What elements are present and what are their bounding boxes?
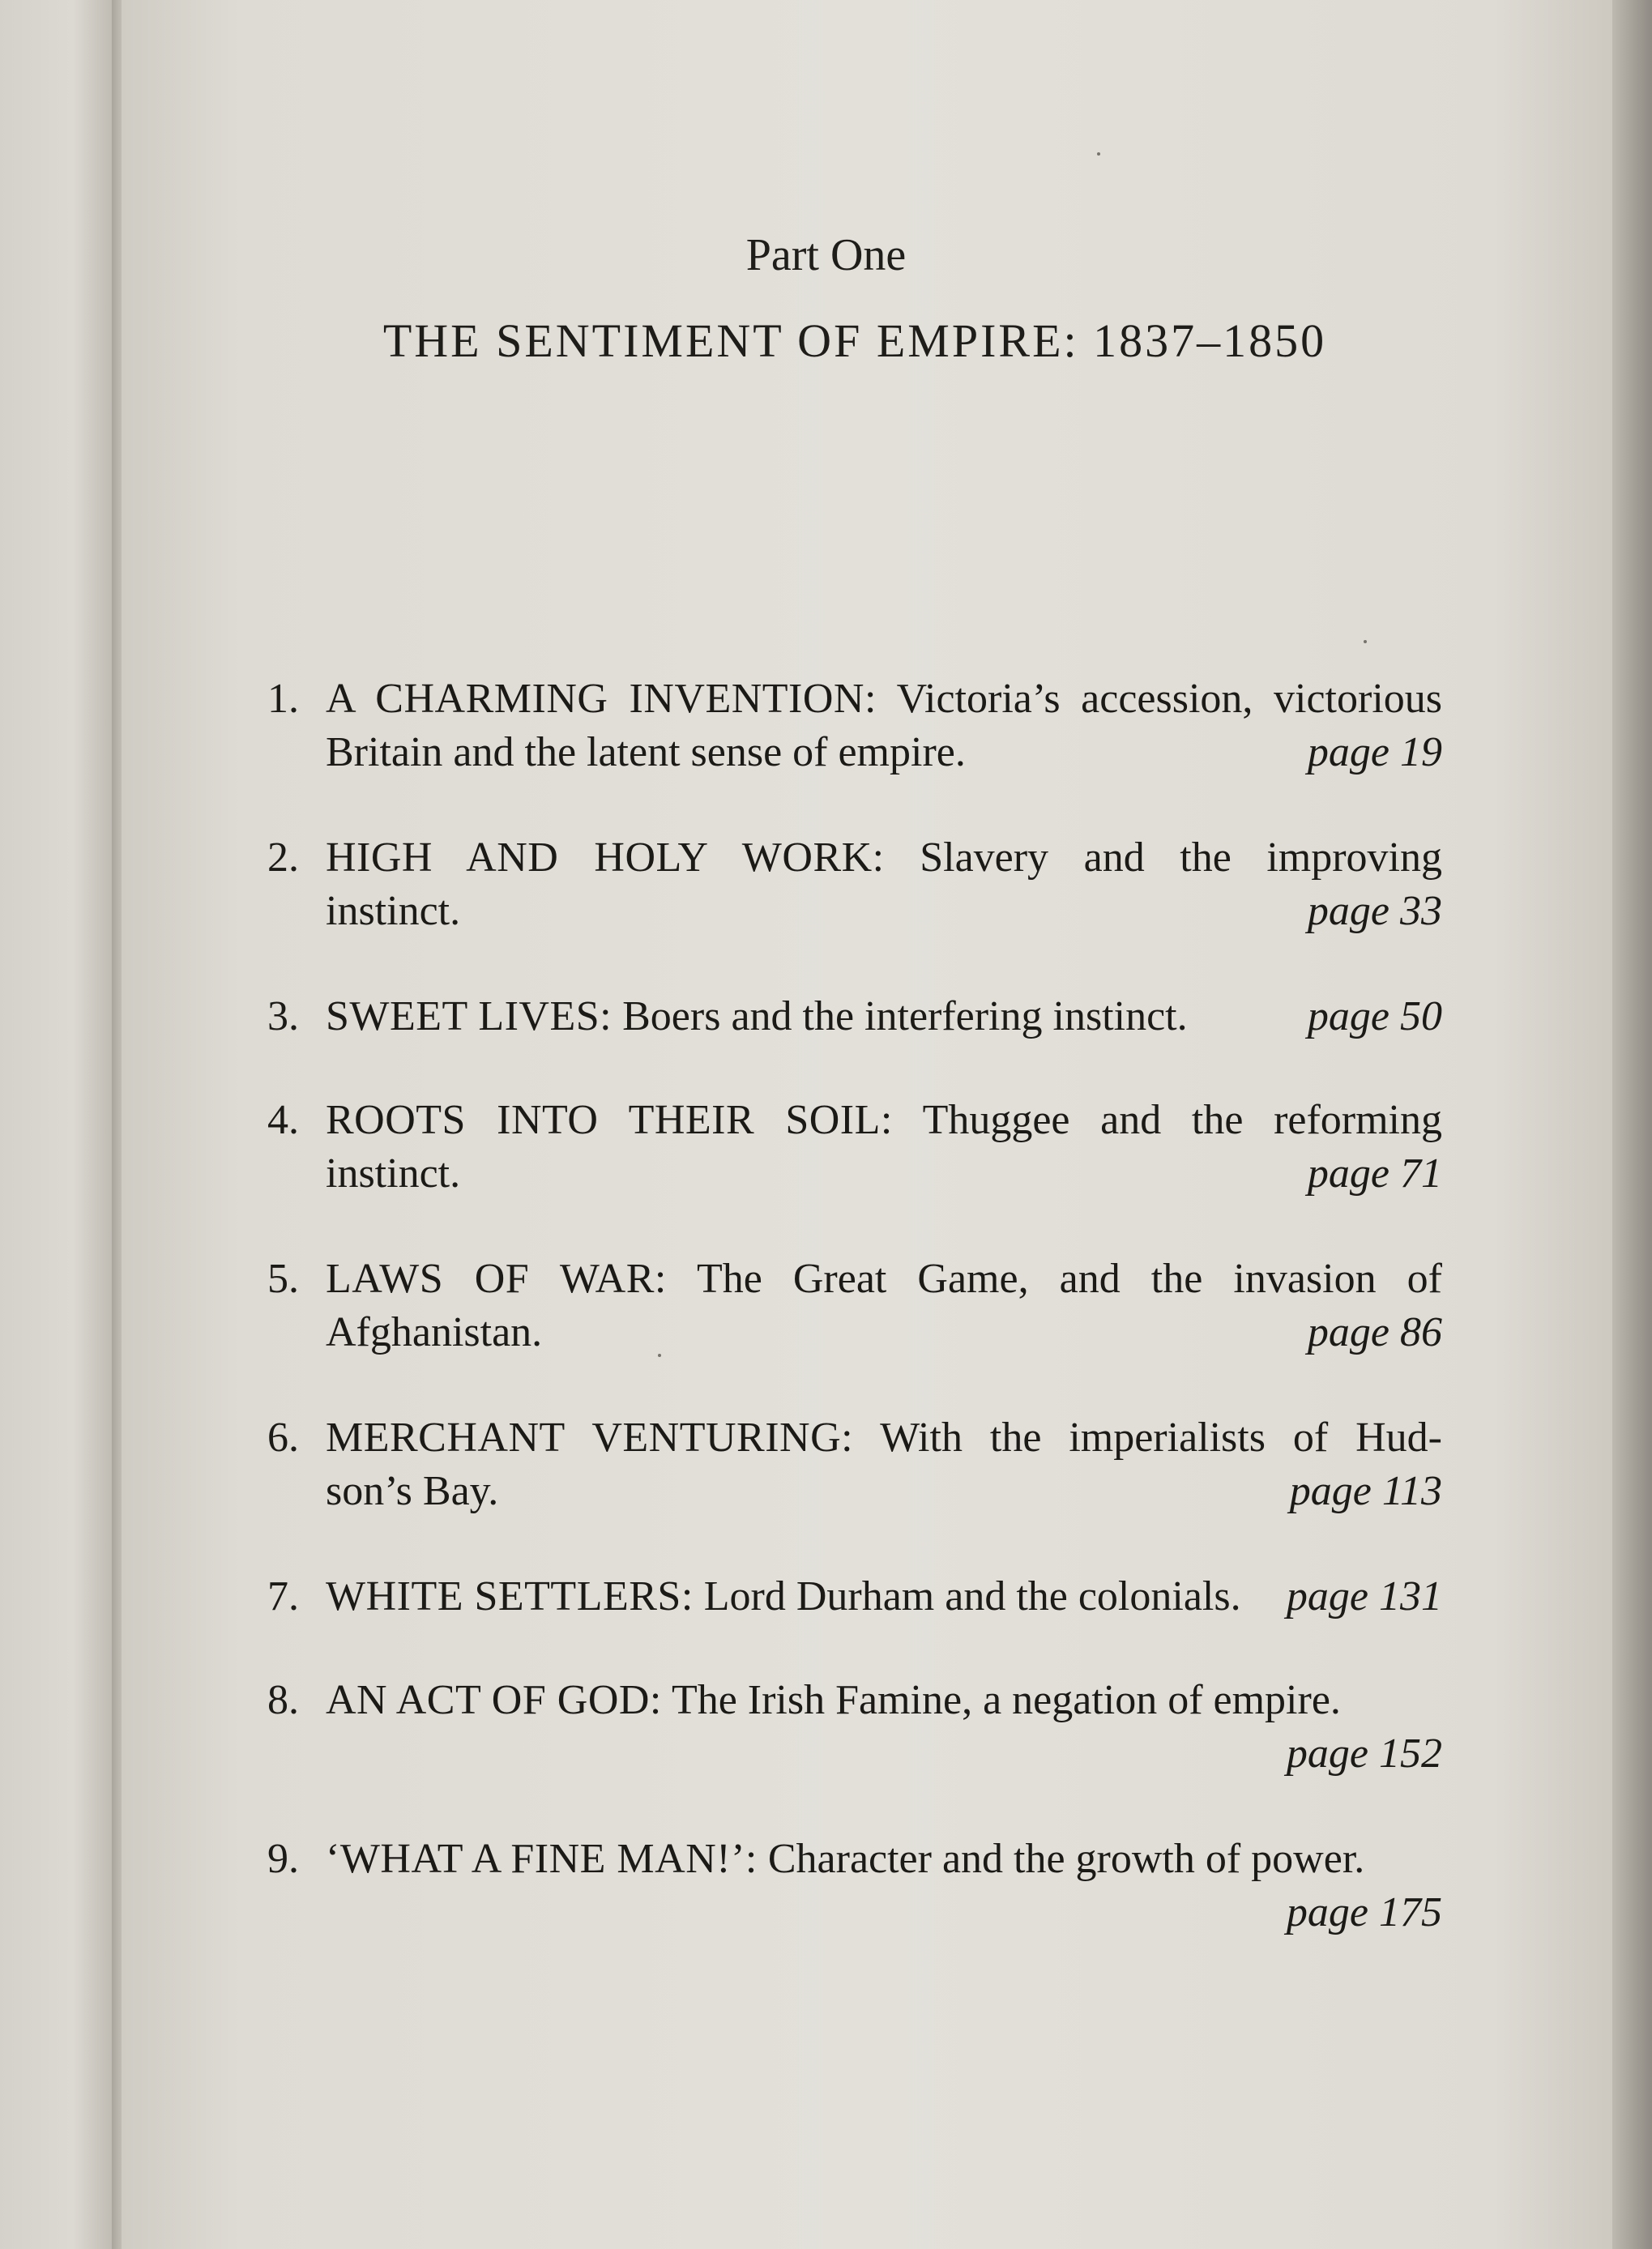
entry-description: Thuggee and the reforming	[922, 1097, 1443, 1143]
toc-entry-2	[267, 831, 1442, 938]
toc-entry-7	[267, 1570, 1442, 1624]
entry-title: HIGH AND HOLY WORK:	[326, 834, 885, 881]
page-reference: page 152	[1286, 1730, 1442, 1777]
entry-number: 8.	[267, 1677, 299, 1723]
toc-entry-4	[267, 1094, 1442, 1201]
entry-description-continued: Afghanistan.	[326, 1309, 543, 1355]
page-reference: page 113	[1289, 1468, 1442, 1514]
entry-first-line	[326, 831, 1442, 885]
entry-description: Lord Durham and the colonials.	[703, 1573, 1241, 1620]
entry-title: A CHARMING INVENTION:	[326, 676, 877, 722]
table-of-contents	[267, 672, 1442, 1991]
entry-description-continued: Britain and the latent sense of empire.	[326, 729, 966, 775]
page-reference: page 33	[1307, 888, 1442, 934]
entry-title: SWEET LIVES:	[326, 993, 613, 1039]
entry-second-line	[326, 1306, 1442, 1359]
entry-description: Slavery and the improving	[920, 834, 1443, 881]
toc-entry-8	[267, 1674, 1442, 1781]
entry-title: ROOTS INTO THEIR SOIL:	[326, 1097, 893, 1143]
entry-title: WHITE SETTLERS:	[326, 1573, 694, 1620]
entry-title: MERCHANT VENTURING:	[326, 1415, 854, 1461]
page-reference: page 175	[1286, 1889, 1442, 1935]
entry-second-line	[326, 1727, 1442, 1781]
toc-entry-6	[267, 1411, 1442, 1518]
entry-description: Character and the growth of power.	[767, 1836, 1365, 1882]
entry-first-line	[326, 1833, 1442, 1886]
entry-first-line	[326, 1674, 1442, 1727]
entry-second-line	[326, 726, 1442, 779]
entry-number: 2.	[267, 834, 299, 881]
page-reference: page 131	[1286, 1573, 1442, 1620]
entry-number: 1.	[267, 676, 299, 722]
entry-second-line	[326, 1886, 1442, 1940]
part-label: Part One	[745, 230, 907, 280]
part-title: THE SENTIMENT OF EMPIRE: 1837–1850	[382, 314, 1327, 367]
page-reference: page 50	[1307, 993, 1442, 1039]
entry-description: With the imperialists of Hud-	[880, 1415, 1442, 1461]
entry-number: 6.	[267, 1415, 299, 1461]
entry-first-line	[326, 672, 1442, 726]
entry-title: AN ACT OF GOD:	[326, 1677, 662, 1723]
paper-speck	[1097, 152, 1100, 156]
entry-description-continued: son’s Bay.	[326, 1468, 499, 1514]
page-reference: page 86	[1307, 1309, 1442, 1355]
toc-entry-1	[267, 672, 1442, 779]
toc-entry-3	[267, 990, 1442, 1043]
entry-second-line	[326, 885, 1442, 938]
entry-number: 4.	[267, 1097, 299, 1143]
entry-description: The Great Game, and the invasion of	[696, 1256, 1443, 1302]
entry-number: 5.	[267, 1256, 299, 1302]
entry-number: 3.	[267, 993, 299, 1039]
entry-description: Boers and the interfering instinct.	[622, 993, 1188, 1039]
entry-title: LAWS OF WAR:	[326, 1256, 667, 1302]
toc-entry-9	[267, 1833, 1442, 1940]
toc-entry-5	[267, 1253, 1442, 1359]
entry-number: 7.	[267, 1573, 299, 1620]
entry-first-line	[326, 1094, 1442, 1147]
entry-second-line	[326, 1147, 1442, 1201]
entry-number: 9.	[267, 1836, 299, 1882]
entry-description: Victoria’s accession, victorious	[896, 676, 1443, 722]
entry-second-line	[326, 1465, 1442, 1518]
entry-title: ‘WHAT A FINE MAN!’:	[326, 1836, 758, 1882]
page-reference: page 71	[1307, 1150, 1442, 1197]
paper-speck	[1364, 640, 1367, 643]
entry-description: The Irish Famine, a negation of empire.	[671, 1677, 1341, 1723]
entry-first-line	[326, 1411, 1442, 1465]
entry-first-line	[326, 1253, 1442, 1306]
entry-first-line	[326, 1570, 1442, 1624]
entry-first-line	[326, 990, 1442, 1043]
entry-description-continued: instinct.	[326, 1150, 461, 1197]
entry-description-continued: instinct.	[326, 888, 461, 934]
page-reference: page 19	[1307, 729, 1442, 775]
